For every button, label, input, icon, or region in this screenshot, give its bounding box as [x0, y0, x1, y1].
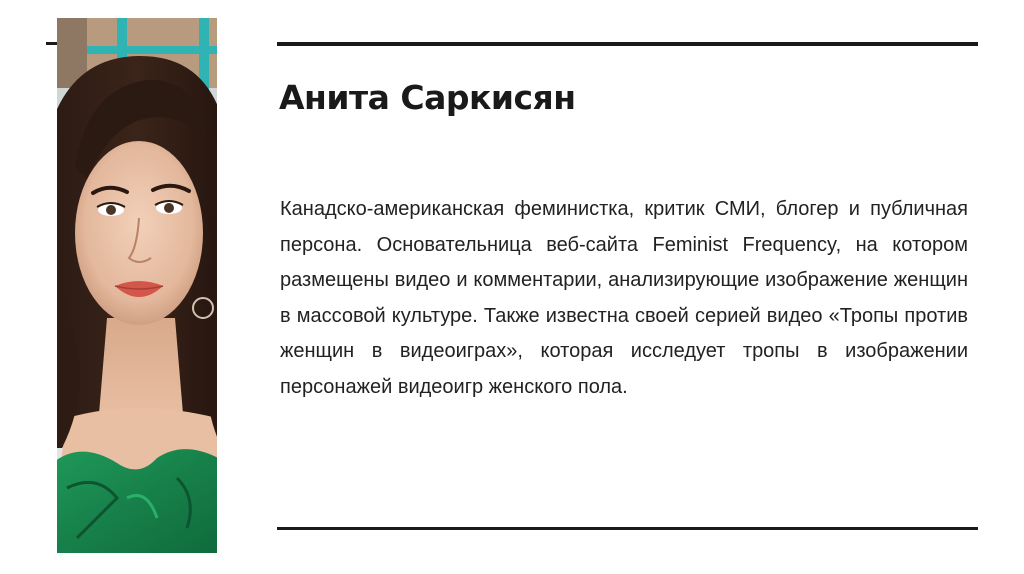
bio-text: Канадско-американская феминистка, критик СМИ, блогер и публичная персона. Основательница веб-сайта Feminist Frequency, на котором размещены видео и комментарии, анализирующие изображение женщин в массовой культуре. Также известна своей серией видео «Тропы против женщин в видеоиграх», которая исследует тропы в изображении персонажей видеоигр женского пола.	[280, 198, 968, 398]
top-rule	[277, 42, 978, 46]
portrait-photo	[57, 18, 217, 553]
page-title: Анита Саркисян	[279, 78, 576, 117]
bottom-rule	[277, 527, 978, 530]
